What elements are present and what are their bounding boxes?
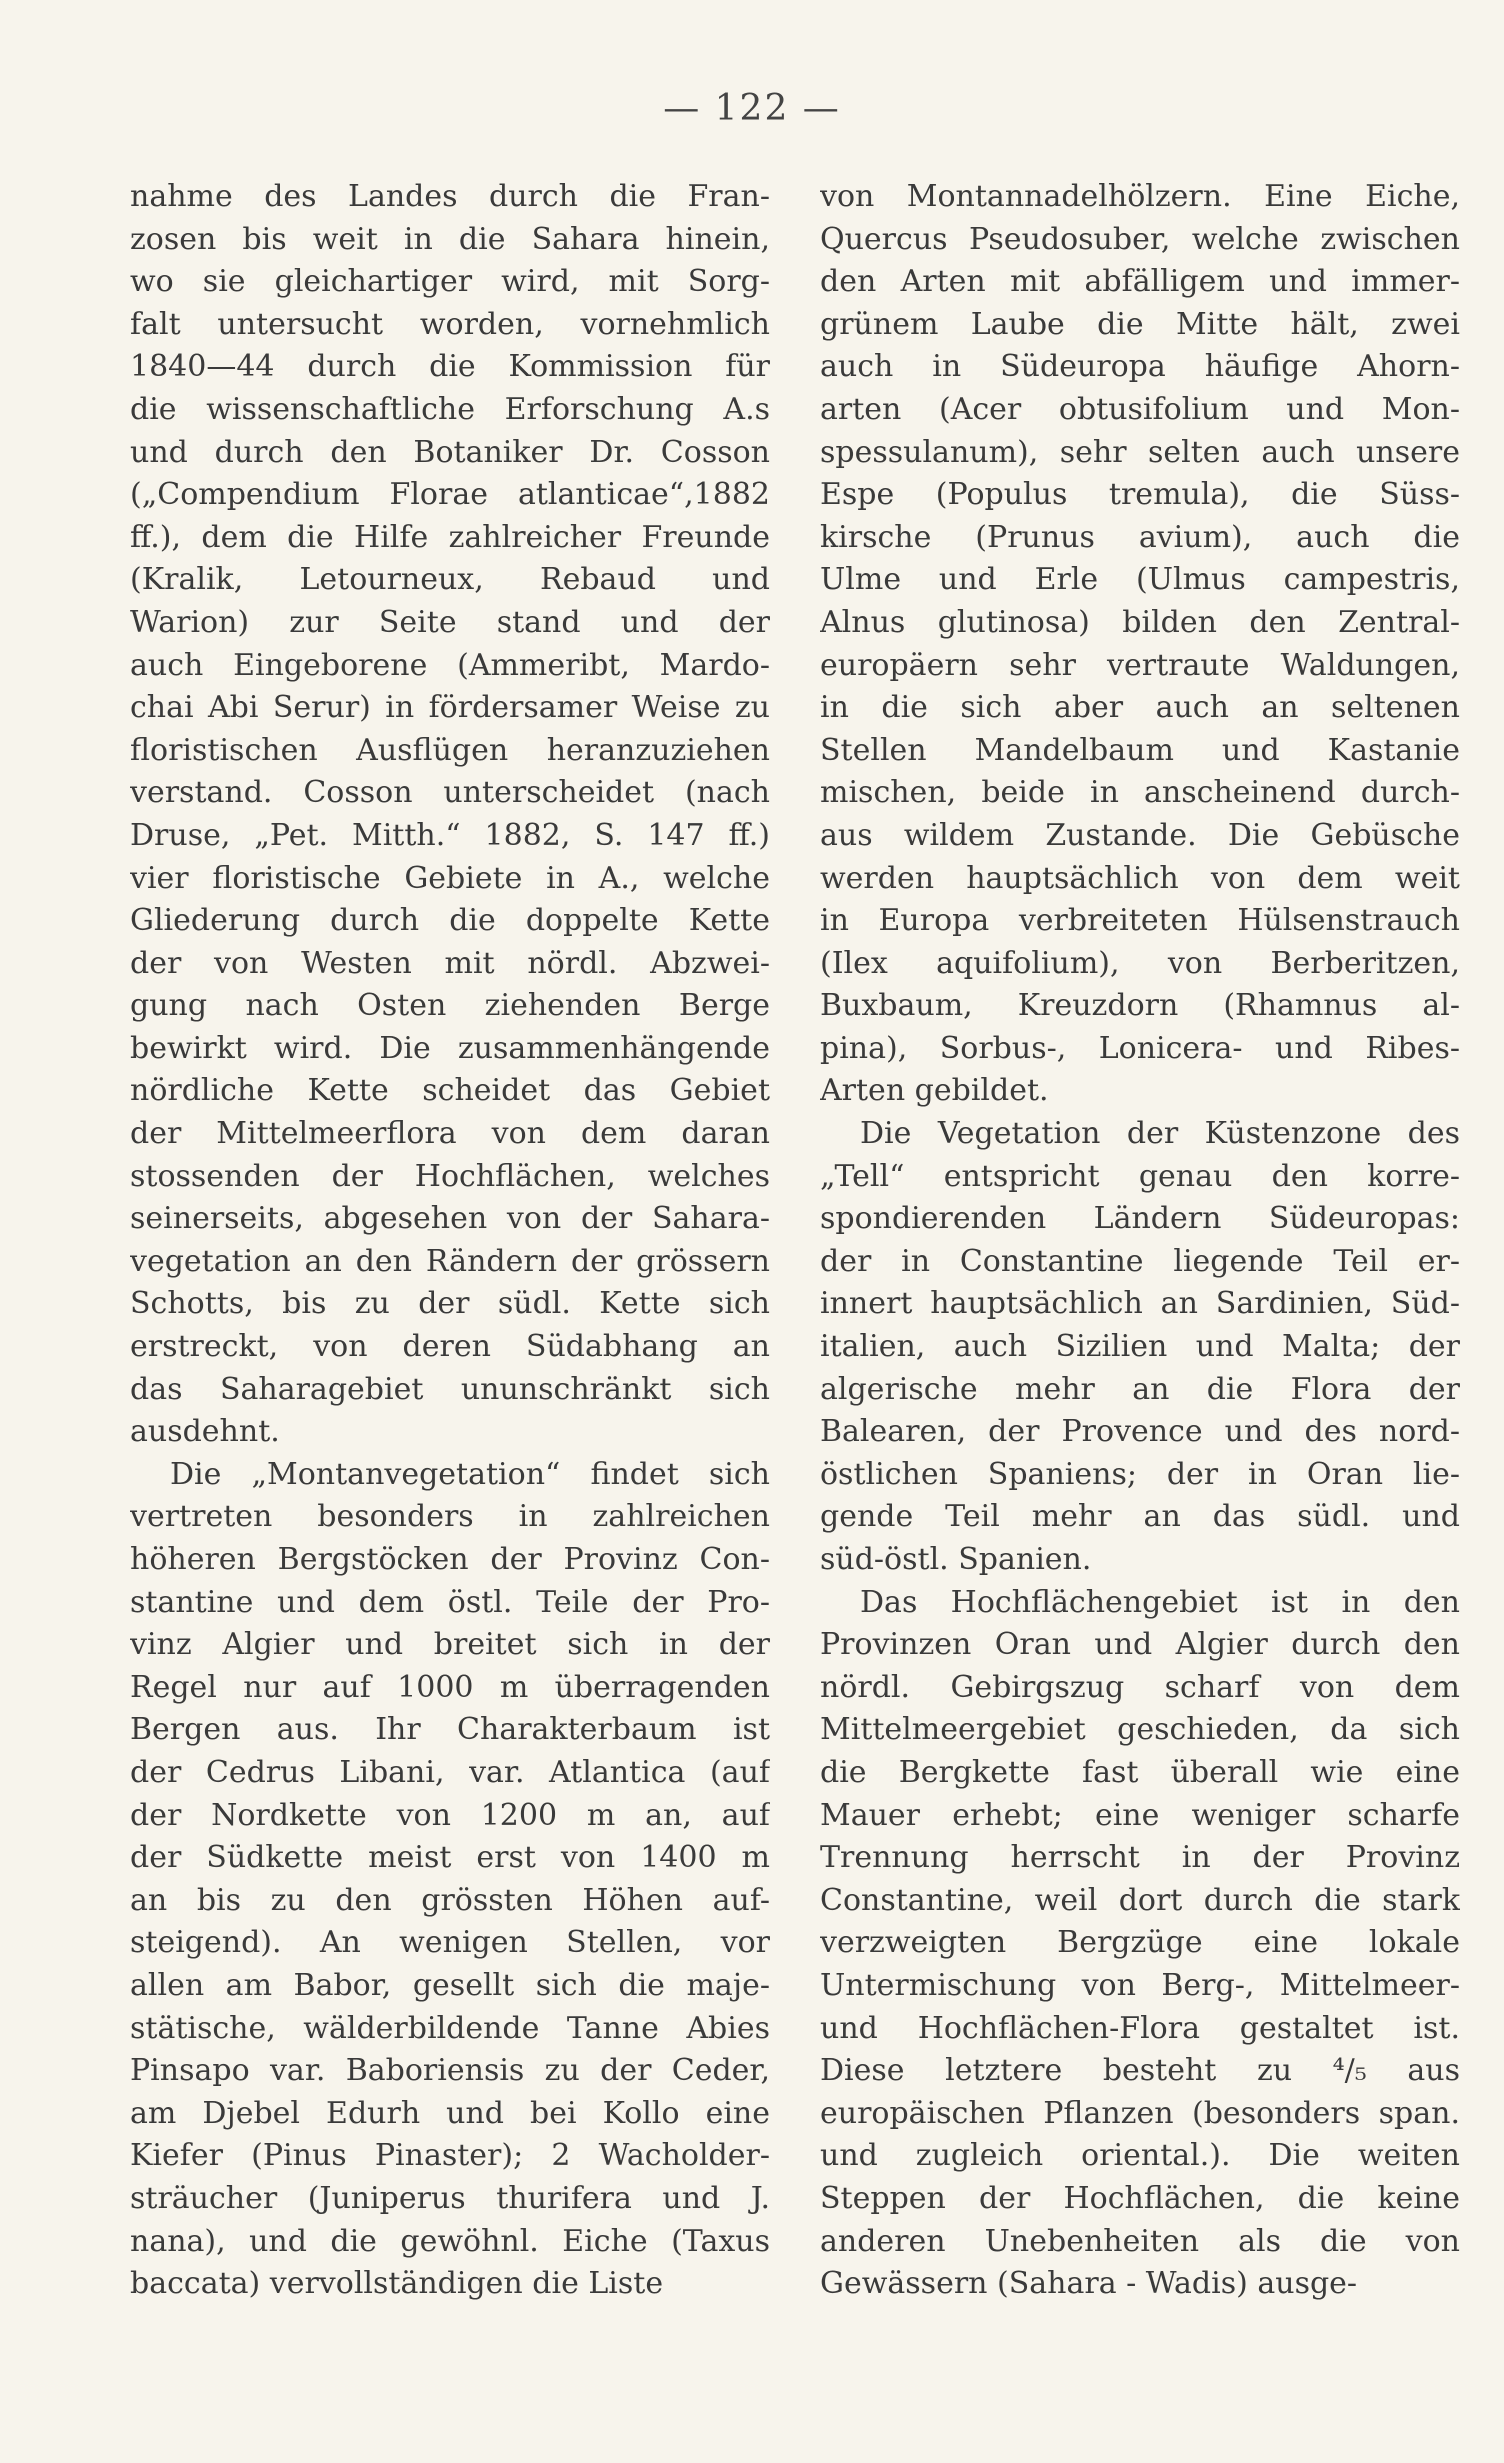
text-line: (Kralik, Letourneux, Rebaud und: [130, 562, 770, 598]
text-line: in Europa verbreiteten Hülsenstrauch: [820, 903, 1460, 939]
text-line: auch Eingeborene (Ammeribt, Mardo-: [130, 647, 770, 683]
text-line: Gliederung durch die doppelte Kette: [130, 903, 770, 939]
text-line: ausdehnt.: [130, 1414, 280, 1450]
text-line: anderen Unebenheiten als die von: [820, 2223, 1460, 2259]
text-line: baccata) vervollständigen die Liste: [130, 2266, 664, 2302]
text-line: vier floristische Gebiete in A., welche: [130, 860, 770, 896]
text-line: Quercus Pseudosuber, welche zwischen: [820, 221, 1460, 257]
text-line: Regel nur auf 1000 m überragenden: [130, 1669, 770, 1705]
text-line: Druse, „Pet. Mitth.“ 1882, S. 147 ff.): [130, 817, 770, 853]
page-number: — 122 —: [663, 88, 841, 129]
text-line: bewirkt wird. Die zusammenhängende: [130, 1030, 770, 1066]
text-line: die Bergkette fast überall wie eine: [820, 1754, 1460, 1790]
text-line: Steppen der Hochflächen, die keine: [820, 2180, 1460, 2216]
text-line: Arten gebildet.: [820, 1073, 1049, 1109]
text-line: stätische, wälderbildende Tanne Abies: [130, 2010, 770, 2046]
text-line: algerische mehr an die Flora der: [820, 1371, 1460, 1407]
text-line: Bergen aus. Ihr Charakterbaum ist: [130, 1712, 770, 1748]
text-line: stantine und dem östl. Teile der Pro-: [130, 1584, 770, 1620]
text-line: und Hochflächen-Flora gestaltet ist.: [820, 2010, 1460, 2046]
text-line: Provinzen Oran und Algier durch den: [820, 1627, 1460, 1663]
text-line: süd-östl. Spanien.: [820, 1542, 1092, 1577]
text-line: 1840—44 durch die Kommission für: [130, 349, 770, 385]
text-line: und durch den Botaniker Dr. Cosson: [130, 434, 770, 470]
text-line: nana), und die gewöhnl. Eiche (Taxus: [130, 2223, 770, 2259]
text-line: italien, auch Sizilien und Malta; der: [820, 1329, 1460, 1365]
text-line: seinerseits, abgesehen von der Sahara-: [130, 1201, 770, 1237]
text-line: gung nach Osten ziehenden Berge: [130, 988, 770, 1024]
text-line: sträucher (Juniperus thurifera und J.: [130, 2180, 770, 2216]
text-line: der von Westen mit nördl. Abzwei-: [130, 945, 770, 981]
text-line: steigend). An wenigen Stellen, vor: [130, 1925, 770, 1961]
text-line: „Tell“ entspricht genau den korre-: [820, 1158, 1460, 1194]
text-line: Warion) zur Seite stand und der: [130, 604, 770, 640]
text-line: von Montannadelhölzern. Eine Eiche,: [820, 179, 1460, 214]
text-line: höheren Bergstöcken der Provinz Con-: [130, 1542, 770, 1577]
text-line: und zugleich oriental.). Die weiten: [820, 2138, 1460, 2174]
text-line: Schotts, bis zu der südl. Kette sich: [130, 1286, 770, 1322]
text-line: Diese letztere besteht zu ⁴/₅ aus: [820, 2053, 1460, 2089]
text-line: Pinsapo var. Baboriensis zu der Ceder,: [130, 2053, 770, 2089]
text-line: Kiefer (Pinus Pinaster); 2 Wacholder-: [130, 2138, 770, 2174]
text-line: stossenden der Hochflächen, welches: [130, 1158, 770, 1194]
text-line: pina), Sorbus-, Lonicera- und Ribes-: [820, 1030, 1460, 1066]
text-line: der Cedrus Libani, var. Atlantica (auf: [130, 1754, 770, 1790]
text-line: Trennung herrscht in der Provinz: [820, 1840, 1460, 1876]
text-line: allen am Babor, gesellt sich die maje-: [130, 1967, 770, 2003]
text-line: Mittelmeergebiet geschieden, da sich: [820, 1712, 1460, 1748]
text-line: Die „Montanvegetation“ findet sich: [170, 1456, 770, 1492]
text-line: floristischen Ausflügen heranzuziehen: [130, 732, 770, 768]
text-line: der Nordkette von 1200 m an, auf: [130, 1797, 770, 1833]
text-line: vegetation an den Rändern der grössern: [130, 1243, 770, 1279]
text-line: falt untersucht worden, vornehmlich: [130, 306, 770, 342]
text-line: gende Teil mehr an das südl. und: [820, 1499, 1460, 1535]
text-line: Untermischung von Berg-, Mittelmeer-: [820, 1967, 1460, 2003]
text-line: mischen, beide in anscheinend durch-: [820, 775, 1460, 811]
text-line: europäischen Pflanzen (besonders span.: [820, 2095, 1460, 2131]
text-line: verstand. Cosson unterscheidet (nach: [130, 775, 770, 811]
text-line: vinz Algier und breitet sich in der: [130, 1627, 770, 1663]
text-line: europäern sehr vertraute Waldungen,: [820, 647, 1460, 683]
text-line: innert hauptsächlich an Sardinien, Süd-: [820, 1286, 1460, 1322]
text-line: nahme des Landes durch die Fran-: [130, 179, 770, 214]
text-line: („Compendium Florae atlanticae“,1882: [130, 477, 770, 513]
text-line: verzweigten Bergzüge eine lokale: [820, 1925, 1460, 1961]
text-line: der Südkette meist erst von 1400 m: [130, 1840, 770, 1876]
text-line: spondierenden Ländern Südeuropas:: [820, 1201, 1460, 1237]
text-line: wo sie gleichartiger wird, mit Sorg-: [130, 264, 770, 300]
text-line: Das Hochflächengebiet ist in den: [860, 1584, 1460, 1620]
text-line: aus wildem Zustande. Die Gebüsche: [820, 817, 1460, 853]
text-line: zosen bis weit in die Sahara hinein,: [130, 221, 770, 257]
text-line: auch in Südeuropa häufige Ahorn-: [820, 349, 1460, 385]
text-line: arten (Acer obtusifolium und Mon-: [820, 391, 1460, 427]
text-line: an bis zu den grössten Höhen auf-: [130, 1882, 770, 1918]
text-line: vertreten besonders in zahlreichen: [130, 1499, 770, 1535]
text-line: erstreckt, von deren Südabhang an: [130, 1329, 770, 1365]
text-line: grünem Laube die Mitte hält, zwei: [820, 306, 1460, 342]
text-line: Ulme und Erle (Ulmus campestris,: [820, 562, 1460, 598]
left-text-column: [130, 176, 770, 2306]
text-line: Die Vegetation der Küstenzone des: [860, 1116, 1460, 1152]
text-line: (Ilex aquifolium), von Berberitzen,: [820, 945, 1460, 981]
text-line: chai Abi Serur) in fördersamer Weise zu: [130, 690, 770, 726]
text-line: Balearen, der Provence und des nord-: [820, 1414, 1460, 1450]
text-line: kirsche (Prunus avium), auch die: [820, 519, 1460, 555]
text-line: der Mittelmeerflora von dem daran: [130, 1116, 770, 1152]
text-line: östlichen Spaniens; der in Oran lie-: [820, 1456, 1460, 1492]
text-line: Buxbaum, Kreuzdorn (Rhamnus al-: [820, 988, 1460, 1024]
text-line: Stellen Mandelbaum und Kastanie: [820, 732, 1460, 768]
text-line: Espe (Populus tremula), die Süss-: [820, 477, 1460, 513]
text-line: werden hauptsächlich von dem weit: [820, 860, 1460, 896]
text-line: das Saharagebiet ununschränkt sich: [130, 1371, 770, 1407]
text-line: Gewässern (Sahara - Wadis) ausge-: [820, 2266, 1358, 2302]
right-text-column: [820, 176, 1460, 2306]
text-line: Mauer erhebt; eine weniger scharfe: [820, 1797, 1460, 1833]
text-line: die wissenschaftliche Erforschung A.s: [130, 391, 770, 427]
text-line: Constantine, weil dort durch die stark: [820, 1882, 1460, 1918]
text-line: nördliche Kette scheidet das Gebiet: [130, 1073, 770, 1109]
text-line: Alnus glutinosa) bilden den Zentral-: [820, 604, 1460, 640]
text-line: nördl. Gebirgszug scharf von dem: [820, 1669, 1460, 1705]
text-line: den Arten mit abfälligem und immer-: [820, 264, 1460, 300]
text-line: spessulanum), sehr selten auch unsere: [820, 434, 1460, 470]
text-line: am Djebel Edurh und bei Kollo eine: [130, 2095, 770, 2131]
text-line: der in Constantine liegende Teil er-: [820, 1243, 1460, 1279]
text-line: in die sich aber auch an seltenen: [820, 690, 1460, 726]
text-line: ff.), dem die Hilfe zahlreicher Freunde: [130, 519, 770, 555]
